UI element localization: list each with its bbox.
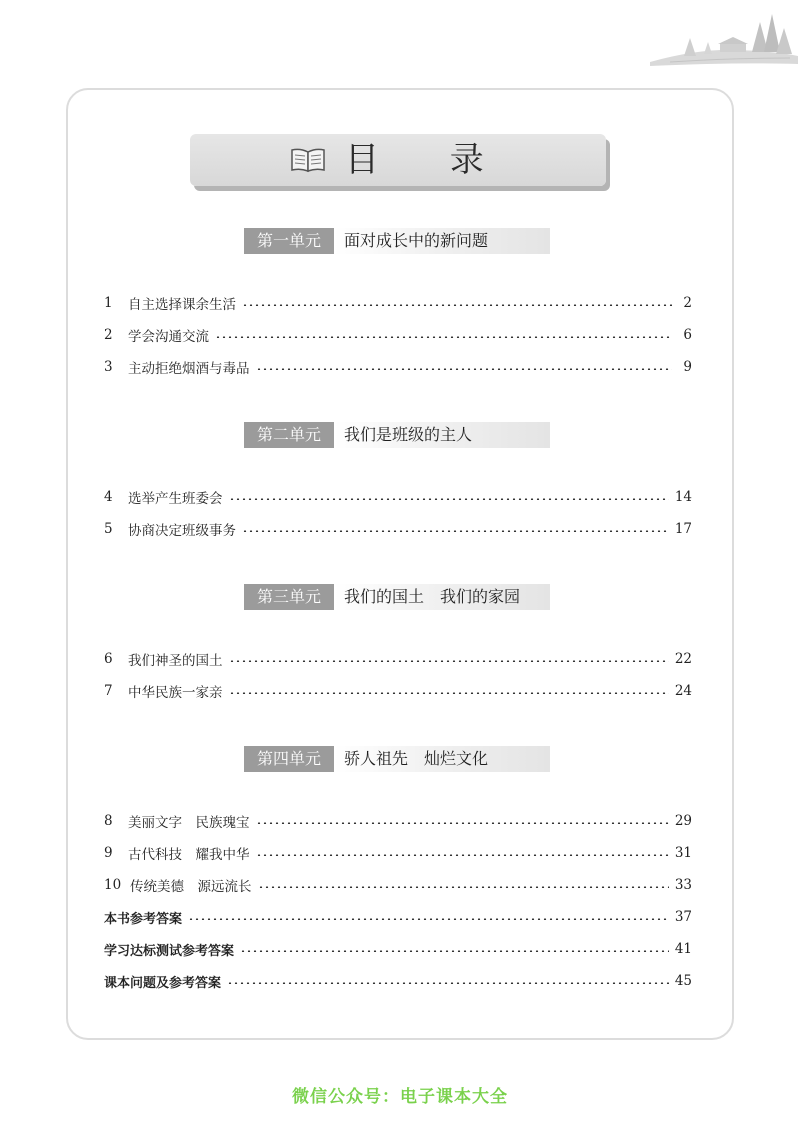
page-number: 33 bbox=[674, 877, 692, 893]
toc-entry-appendix[interactable] bbox=[104, 906, 692, 928]
dot-leader bbox=[256, 368, 673, 370]
open-book-icon bbox=[290, 147, 326, 173]
toc-entry[interactable] bbox=[104, 810, 692, 832]
toc-entry[interactable] bbox=[104, 680, 692, 702]
unit-header bbox=[244, 746, 550, 772]
page-number: 22 bbox=[674, 651, 692, 667]
page-number: 6 bbox=[683, 327, 692, 343]
lesson-title: 协商决定班级事务 bbox=[128, 523, 236, 539]
unit-title: 骄人祖先 灿烂文化 bbox=[334, 746, 550, 772]
toc-entry[interactable] bbox=[104, 292, 692, 314]
lesson-title: 选举产生班委会 bbox=[128, 491, 223, 507]
dot-leader bbox=[256, 854, 669, 856]
lesson-number: 5 bbox=[104, 521, 113, 537]
toc-entry[interactable] bbox=[104, 324, 692, 346]
toc-entry-appendix[interactable] bbox=[104, 970, 692, 992]
toc-entry[interactable] bbox=[104, 486, 692, 508]
page-number: 14 bbox=[674, 489, 692, 505]
lesson-title: 中华民族一家亲 bbox=[128, 685, 223, 701]
lesson-number: 2 bbox=[104, 327, 113, 343]
unit-header bbox=[244, 422, 550, 448]
lesson-title: 学会沟通交流 bbox=[128, 329, 209, 345]
toc-entry-appendix[interactable] bbox=[104, 938, 692, 960]
dot-leader bbox=[242, 530, 669, 532]
dot-leader bbox=[242, 304, 672, 306]
appendix-title: 课本问题及参考答案 bbox=[104, 975, 222, 991]
appendix-title: 学习达标测试参考答案 bbox=[104, 943, 235, 959]
toc-entry[interactable] bbox=[104, 356, 692, 378]
unit-label: 第三单元 bbox=[244, 584, 334, 610]
lesson-number: 10 bbox=[104, 877, 122, 893]
page-number: 17 bbox=[674, 521, 692, 537]
unit-label: 第一单元 bbox=[244, 228, 334, 254]
page-title: 目 录 bbox=[345, 140, 514, 180]
page-number: 24 bbox=[674, 683, 692, 699]
lesson-title: 我们神圣的国土 bbox=[128, 653, 223, 669]
lesson-number: 4 bbox=[104, 489, 113, 505]
unit-header bbox=[244, 584, 550, 610]
lesson-title: 自主选择课余生活 bbox=[128, 297, 236, 313]
unit-label: 第四单元 bbox=[244, 746, 334, 772]
toc-entry[interactable] bbox=[104, 648, 692, 670]
toc-entry[interactable] bbox=[104, 842, 692, 864]
unit-header bbox=[244, 228, 550, 254]
dot-leader bbox=[256, 822, 669, 824]
page-number: 31 bbox=[674, 845, 692, 861]
tree-landscape-icon bbox=[640, 0, 800, 80]
lesson-number: 3 bbox=[104, 359, 113, 375]
lesson-title: 美丽文字 民族瑰宝 bbox=[128, 815, 250, 831]
page-number: 45 bbox=[674, 973, 692, 989]
dot-leader bbox=[188, 918, 669, 920]
lesson-number: 7 bbox=[104, 683, 113, 699]
unit-label: 第二单元 bbox=[244, 422, 334, 448]
title-banner bbox=[190, 134, 606, 186]
lesson-title: 主动拒绝烟酒与毒品 bbox=[128, 361, 250, 377]
lesson-number: 9 bbox=[104, 845, 113, 861]
dot-leader bbox=[240, 950, 669, 952]
footer-watermark: 微信公众号：电子课本大全 bbox=[292, 1087, 508, 1107]
toc-entry[interactable] bbox=[104, 874, 692, 896]
page-number: 41 bbox=[674, 941, 692, 957]
dot-leader bbox=[229, 660, 669, 662]
dot-leader bbox=[229, 498, 669, 500]
dot-leader bbox=[227, 982, 669, 984]
dot-leader bbox=[258, 886, 669, 888]
lesson-number: 6 bbox=[104, 651, 113, 667]
unit-title: 我们是班级的主人 bbox=[334, 422, 550, 448]
lesson-title: 传统美德 源远流长 bbox=[130, 879, 252, 895]
page-number: 37 bbox=[674, 909, 692, 925]
page-number: 2 bbox=[683, 295, 692, 311]
page-number: 29 bbox=[674, 813, 692, 829]
toc-entry[interactable] bbox=[104, 518, 692, 540]
lesson-number: 1 bbox=[104, 295, 113, 311]
lesson-number: 8 bbox=[104, 813, 113, 829]
unit-title: 我们的国土 我们的家园 bbox=[334, 584, 550, 610]
appendix-title: 本书参考答案 bbox=[104, 911, 183, 927]
lesson-title: 古代科技 耀我中华 bbox=[128, 847, 250, 863]
dot-leader bbox=[229, 692, 669, 694]
page-number: 9 bbox=[683, 359, 692, 375]
unit-title: 面对成长中的新问题 bbox=[334, 228, 550, 254]
dot-leader bbox=[215, 336, 672, 338]
